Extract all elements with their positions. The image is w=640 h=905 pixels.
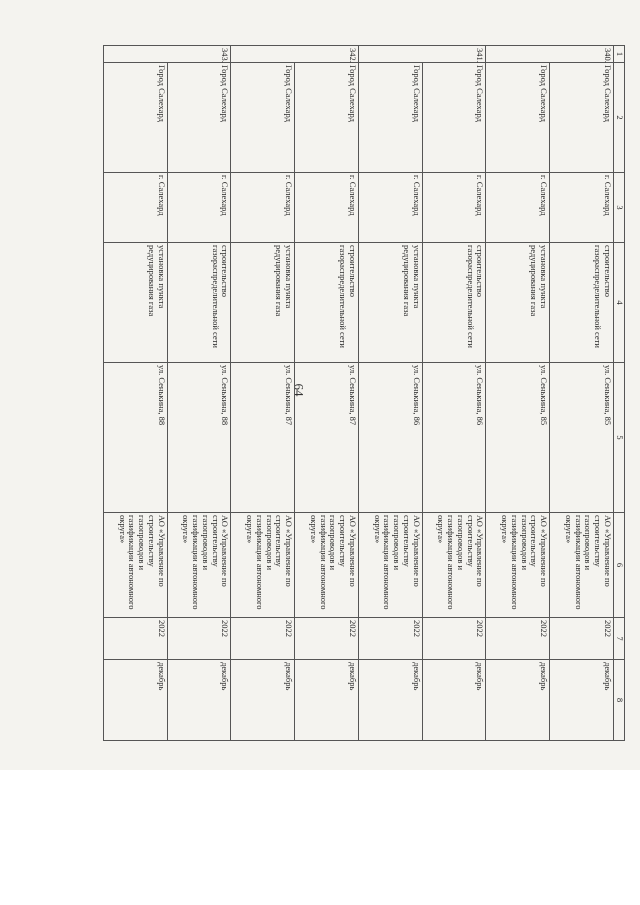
row-number-cell: 340. (486, 46, 614, 63)
address-cell: ул. Сенькина, 87 (295, 363, 359, 513)
locality-cell: г. Салехард (550, 173, 614, 243)
month-cell: декабрь (295, 660, 359, 741)
table-row (486, 46, 550, 741)
year-cell: 2022 (104, 618, 168, 660)
executor-cell: АО «Управление по строительству газопроводов и газификации автономного округа» (550, 513, 614, 618)
table-body (104, 46, 614, 741)
rotated-table (103, 45, 625, 740)
row-number-cell: 342. (231, 46, 359, 63)
address-cell: ул. Сенькина, 88 (104, 363, 168, 513)
work-cell: строительство газораспределительной сети (422, 243, 486, 363)
month-cell: декабрь (359, 660, 423, 741)
locality-cell: г. Салехард (231, 173, 295, 243)
table-row (359, 46, 423, 741)
address-cell: ул. Сенькина, 88 (167, 363, 231, 513)
month-cell: декабрь (167, 660, 231, 741)
address-cell: ул. Сенькина, 86 (359, 363, 423, 513)
municipality-cell: Город Салехард (104, 63, 168, 173)
locality-cell: г. Салехард (295, 173, 359, 243)
year-cell: 2022 (359, 618, 423, 660)
executor-cell: АО «Управление по строительству газопроводов и газификации автономного округа» (167, 513, 231, 618)
work-cell: установка пункта редуцирования газа (486, 243, 550, 363)
year-cell: 2022 (550, 618, 614, 660)
work-cell: установка пункта редуцирования газа (231, 243, 295, 363)
municipality-cell: Город Салехард (359, 63, 423, 173)
locality-cell: г. Салехард (359, 173, 423, 243)
header-cell: 2 (614, 63, 625, 173)
year-cell: 2022 (422, 618, 486, 660)
work-cell: установка пункта редуцирования газа (104, 243, 168, 363)
page-number: 64 (291, 383, 307, 397)
executor-cell: АО «Управление по строительству газопроводов и газификации автономного округа» (104, 513, 168, 618)
header-cell: 4 (614, 243, 625, 363)
address-cell: ул. Сенькина, 86 (422, 363, 486, 513)
municipality-cell: Город Салехард (231, 63, 295, 173)
table-container (103, 45, 625, 740)
locality-cell: г. Салехард (167, 173, 231, 243)
work-cell: строительство газораспределительной сети (550, 243, 614, 363)
header-cell: 6 (614, 513, 625, 618)
year-cell: 2022 (167, 618, 231, 660)
table-row (167, 46, 231, 741)
municipality-cell: Город Салехард (295, 63, 359, 173)
executor-cell: АО «Управление по строительству газопроводов и газификации автономного округа» (486, 513, 550, 618)
year-cell: 2022 (231, 618, 295, 660)
header-cell: 3 (614, 173, 625, 243)
address-cell: ул. Сенькина, 87 (231, 363, 295, 513)
table-row (422, 46, 486, 741)
locality-cell: г. Салехард (104, 173, 168, 243)
header-row (614, 46, 625, 741)
month-cell: декабрь (104, 660, 168, 741)
header-cell: 1 (614, 46, 625, 63)
locality-cell: г. Салехард (486, 173, 550, 243)
month-cell: декабрь (486, 660, 550, 741)
municipality-cell: Город Салехард (167, 63, 231, 173)
municipality-cell: Город Салехард (422, 63, 486, 173)
table-row (550, 46, 614, 741)
address-cell: ул. Сенькина, 85 (486, 363, 550, 513)
table-row (295, 46, 359, 741)
municipality-cell: Город Салехард (550, 63, 614, 173)
executor-cell: АО «Управление по строительству газопроводов и газификации автономного округа» (295, 513, 359, 618)
work-cell: установка пункта редуцирования газа (359, 243, 423, 363)
work-cell: строительство газораспределительной сети (295, 243, 359, 363)
month-cell: декабрь (550, 660, 614, 741)
locality-cell: г. Салехард (422, 173, 486, 243)
table-row (104, 46, 168, 741)
header-cell: 8 (614, 660, 625, 741)
row-number-cell: 343. (104, 46, 232, 63)
municipality-cell: Город Салехард (486, 63, 550, 173)
executor-cell: АО «Управление по строительству газопроводов и газификации автономного округа» (422, 513, 486, 618)
month-cell: декабрь (422, 660, 486, 741)
row-number-cell: 341. (359, 46, 487, 63)
header-cell: 5 (614, 363, 625, 513)
page-margin (0, 770, 640, 905)
month-cell: декабрь (231, 660, 295, 741)
year-cell: 2022 (486, 618, 550, 660)
gasification-table (103, 45, 625, 741)
year-cell: 2022 (295, 618, 359, 660)
executor-cell: АО «Управление по строительству газопроводов и газификации автономного округа» (231, 513, 295, 618)
header-cell: 7 (614, 618, 625, 660)
work-cell: строительство газораспределительной сети (167, 243, 231, 363)
executor-cell: АО «Управление по строительству газопроводов и газификации автономного округа» (359, 513, 423, 618)
table-row (231, 46, 295, 741)
address-cell: ул. Сенькина, 85 (550, 363, 614, 513)
